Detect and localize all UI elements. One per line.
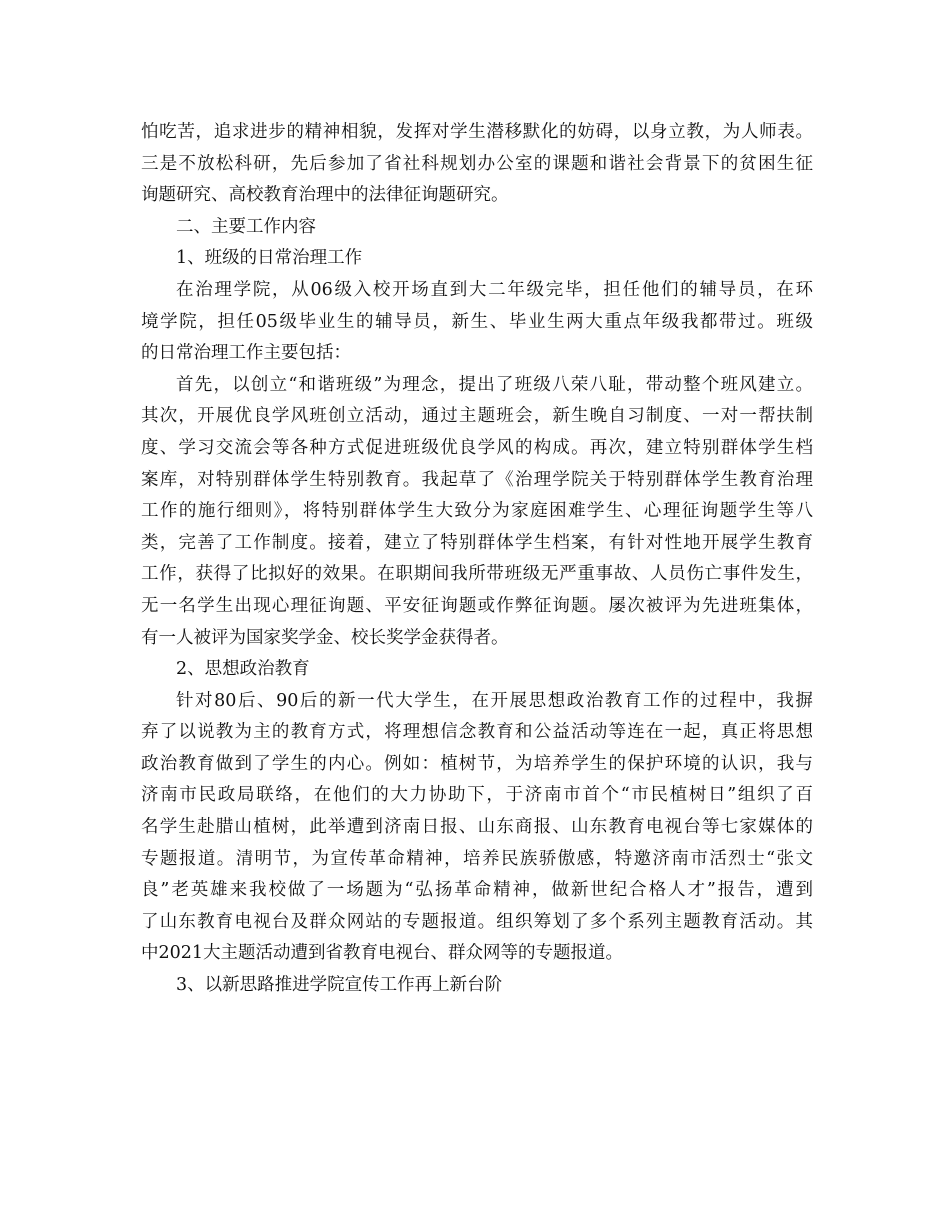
text-line: 工作，获得了比拟好的效果。在职期间我所带班级无严重事故、人员伤亡事件发生， bbox=[141, 564, 813, 585]
text-line: 有一人被评为国家奖学金、校长奖学金获得者。 bbox=[141, 627, 509, 648]
text-line: 工作的施行细则》，将特别群体学生大致分为家庭困难学生、心理征询题学生等八 bbox=[141, 501, 813, 522]
text-line: 1、班级的日常治理工作 bbox=[176, 248, 363, 269]
text-line: 三是不放松科研，先后参加了省社科规划办公室的课题和谐社会背景下的贫困生征 bbox=[141, 153, 813, 174]
text-line: 无一名学生出现心理征询题、平安征询题或作弊征询题。屡次被评为先进班集体， bbox=[141, 595, 813, 616]
text-line: 案库，对特别群体学生特别教育。我起草了《治理学院关于特别群体学生教育治理 bbox=[141, 469, 813, 490]
text-line: 怕吃苦，追求进步的精神相貌，发挥对学生潜移默化的妨碍，以身立教，为人师表。 bbox=[141, 122, 813, 142]
text-line: 度、学习交流会等各种方式促进班级优良学风的构成。再次，建立特别群体学生档 bbox=[141, 437, 813, 458]
text-line: 专题报道。清明节，为宣传革命精神，培养民族骄傲感，特邀济南市活烈士“张文 bbox=[141, 848, 813, 869]
document-body bbox=[141, 117, 813, 1002]
text-line: 询题研究、高校教育治理中的法律征询题研究。 bbox=[141, 185, 509, 206]
text-line: 针对80后、90后的新一代大学生，在开展思想政治教育工作的过程中，我摒 bbox=[176, 690, 813, 711]
text-line: 3、以新思路推进学院宣传工作再上新台阶 bbox=[176, 975, 503, 996]
text-line: 境学院，担任05级毕业生的辅导员，新生、毕业生两大重点年级我都带过。班级 bbox=[141, 311, 813, 332]
text-line: 济南市民政局联络，在他们的大力协助下，于济南市首个“市民植树日”组织了百 bbox=[141, 785, 813, 806]
text-line: 政治教育做到了学生的内心。例如：植树节，为培养学生的保护环境的认识，我与 bbox=[141, 753, 813, 774]
text-line: 首先，以创立“和谐班级”为理念，提出了班级八荣八耻，带动整个班风建立。 bbox=[176, 374, 813, 395]
text-line: 其次，开展优良学风班创立活动，通过主题班会，新生晚自习制度、一对一帮扶制 bbox=[141, 406, 813, 427]
text-line: 了山东教育电视台及群众网站的专题报道。组织筹划了多个系列主题教育活动。其 bbox=[141, 911, 813, 932]
text-line: 在治理学院，从06级入校开场直到大二年级完毕，担任他们的辅导员，在环 bbox=[176, 279, 813, 300]
text-line: 二、主要工作内容 bbox=[176, 216, 316, 237]
text-line: 2、思想政治教育 bbox=[176, 659, 310, 680]
text-line: 类，完善了工作制度。接着，建立了特别群体学生档案，有针对性地开展学生教育 bbox=[141, 532, 813, 553]
text-line: 弃了以说教为主的教育方式，将理想信念教育和公益活动等连在一起，真正将思想 bbox=[141, 722, 813, 743]
text-line: 的日常治理工作主要包括： bbox=[141, 343, 351, 364]
text-line: 良”老英雄来我校做了一场题为“弘扬革命精神，做新世纪合格人才”报告，遭到 bbox=[141, 880, 813, 901]
text-line: 名学生赴腊山植树，此举遭到济南日报、山东商报、山东教育电视台等七家媒体的 bbox=[141, 817, 813, 838]
text-line: 中2021大主题活动遭到省教育电视台、群众网等的专题报道。 bbox=[141, 943, 624, 964]
